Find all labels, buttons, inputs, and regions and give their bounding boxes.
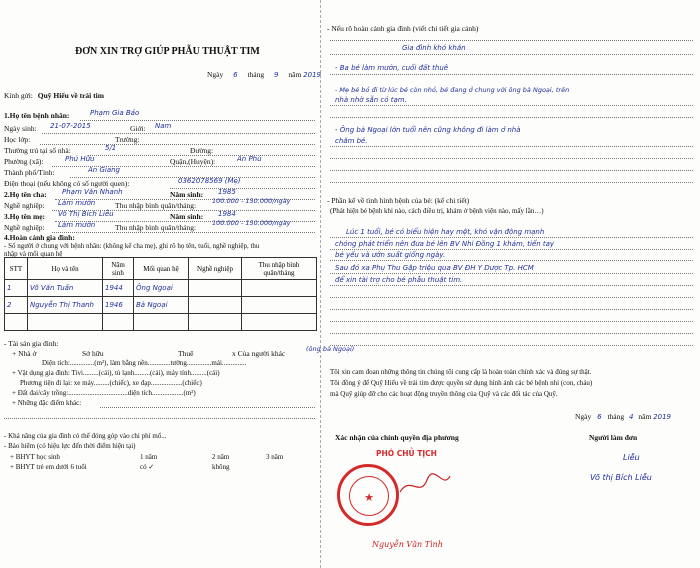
child-ins-yes: có ✓ <box>140 463 155 471</box>
cohabit-note: - Số người ở chung với bệnh nhân: (không kể cha mẹ), ghi rõ họ tên, tuổi, nghề nghiệp, thu <box>4 242 260 250</box>
ins-opt-2: 2 năm <box>212 453 230 461</box>
commitment-2: Tôi đồng ý để Quỹ Hiểu về trái tim được quyền sử dụng hình ảnh các bé bệnh nhi (con, cháu) <box>330 379 593 387</box>
land-line: + Đất đai/cây trồng:..................................diện tích..................(m²) <box>12 389 196 397</box>
form-title: ĐƠN XIN TRỢ GIÚP PHẪU THUẬT TIM <box>75 46 260 57</box>
commitment-3: mà Quỹ giúp đỡ cho các hoạt động truyền thông của Quỹ và các đối tác của Quỹ. <box>330 390 558 398</box>
col-name: Họ và tên <box>28 258 103 280</box>
mother-job-line <box>52 232 315 233</box>
row-stt: 2 <box>5 297 28 314</box>
phone-line <box>170 188 315 189</box>
student-insurance-label: + BHYT học sinh <box>10 453 60 461</box>
col-relation: Mối quan hệ <box>134 258 189 280</box>
date-year-label: năm <box>288 70 302 79</box>
row-year: 1946 <box>103 297 134 314</box>
medical-text-5: để xin tài trợ cho bé phẫu thuật tim. <box>335 276 463 284</box>
col-job: Nghề nghiệp <box>189 258 242 280</box>
owned-label: Sở hữu <box>82 349 104 358</box>
official-signature-scribble <box>395 470 455 500</box>
father-birth-label: Năm sinh: <box>170 190 204 199</box>
row-year: 1944 <box>103 280 134 297</box>
patient-section-label: 1.Họ tên bệnh nhân: <box>4 111 70 120</box>
address-line <box>88 155 315 156</box>
house-label: + Nhà ở <box>12 349 37 358</box>
ward-value: Phú Hữu <box>65 155 95 163</box>
medical-text-2: chóng phát triển nên đưa bé lên BV Nhi Đồng 1 khám, tiến tay <box>335 240 555 248</box>
grade-line <box>40 144 315 145</box>
table-row <box>5 314 317 331</box>
district-label: Quận,(Huyện): <box>170 157 216 166</box>
column-divider <box>320 0 321 568</box>
circ-text-5: - Ông bà Ngoại lớn tuổi nên cũng không đi làm ở nhà <box>335 126 521 134</box>
father-name: Phạm Văn Nhanh <box>62 188 123 196</box>
row-relation: Bà Ngoại <box>134 297 189 314</box>
dob-label: Ngày sinh: <box>4 124 37 133</box>
father-birth-year: 1985 <box>218 188 236 196</box>
phone-value: 0362078569 (Mẹ) <box>178 177 241 185</box>
medical-text-3: bé yếu và ướn suất giống ngày. <box>335 251 446 259</box>
official-name: Nguyễn Văn Tình <box>372 540 443 549</box>
father-income: 100.000 - 150.000/ngày <box>212 197 291 205</box>
grade-label: Học lớp: <box>4 135 31 144</box>
vehicle-line: Phương tiện đi lại: xe máy.........(chiếc), xe đạp..................(chiếc) <box>20 379 202 387</box>
medical-line-7 <box>330 309 693 310</box>
circ-line-6 <box>330 158 693 159</box>
medical-line-3 <box>330 260 693 261</box>
mother-birth-year: 1984 <box>218 210 236 218</box>
house-rented-option <box>178 349 193 358</box>
house-options <box>12 349 36 358</box>
stamp-inner-ring <box>349 476 389 516</box>
dob-line <box>42 133 315 134</box>
dob-value: 21-07-2015 <box>50 122 91 130</box>
blank-line-1 <box>4 418 315 419</box>
col-birth-year: Năm sinh <box>103 258 134 280</box>
medical-text-1: Lúc 1 tuổi, bé có biểu hiện hay mệt, khó vận động mạnh <box>346 228 545 236</box>
official-stamp <box>337 464 399 526</box>
col-income: Thu nhập bình quân/tháng <box>242 258 317 280</box>
sign-date-prefix: Ngày <box>575 412 592 421</box>
family-section-label: 4.Hoàn cảnh gia đình: <box>4 233 75 242</box>
others-label: x Của người khác <box>232 349 286 358</box>
official-title: PHÓ CHỦ TỊCH <box>376 449 437 458</box>
row-stt: 1 <box>5 280 28 297</box>
row-job <box>189 280 242 297</box>
mother-birth-label: Năm sinh: <box>170 212 204 221</box>
child-ins-no: không <box>212 463 230 471</box>
table-row <box>5 297 317 314</box>
row-income <box>242 280 317 297</box>
mother-income: 100.000 - 150.000/ngày <box>212 219 291 227</box>
circ-line-7 <box>330 170 693 171</box>
patient-name: Phạm Gia Bảo <box>90 109 140 117</box>
col-stt: STT <box>5 258 28 280</box>
father-job-label: Nghề nghiệp: <box>4 201 45 210</box>
house-others-option <box>232 349 285 358</box>
medical-line-9 <box>330 333 693 334</box>
recipient-line <box>4 91 104 100</box>
gender-label: Giới: <box>130 124 146 133</box>
sign-day: 6 <box>597 413 602 421</box>
star-icon: ★ <box>364 492 374 504</box>
date-month-label: tháng <box>247 70 265 79</box>
row-job <box>189 297 242 314</box>
house-no: 5/1 <box>105 144 117 152</box>
district-value: An Phú <box>237 155 262 163</box>
applicant-signature: Liễu <box>623 453 640 462</box>
medical-line-6 <box>330 297 693 298</box>
mother-income-label: Thu nhập bình quân/tháng: <box>115 223 197 232</box>
table-row <box>5 280 317 297</box>
street-label: Đường: <box>190 146 214 155</box>
ward-label: Phường (xã): <box>4 157 44 166</box>
row-relation: Ông Ngoại <box>134 280 189 297</box>
circ-line-2 <box>330 74 693 75</box>
circ-line-1 <box>330 54 693 55</box>
medical-line-1 <box>330 237 693 238</box>
circumstance-label: - Nếu rõ hoàn cảnh gia đình (viết chi tiết gia cảnh) <box>327 24 479 33</box>
medical-line-4 <box>330 273 693 274</box>
area-line: Diện tích:..............(m²), làm bằng nền.............tường..............mái.............. <box>42 359 247 367</box>
date-year: 2019 <box>303 71 321 79</box>
medical-label: - Phần kể về tình hình bệnh của bé: (kể chi tiết) <box>327 196 470 205</box>
circ-line-4 <box>330 117 693 118</box>
child-insurance-label: + BHYT trẻ em dưới 6 tuổi <box>10 463 87 471</box>
sign-year-label: năm <box>638 412 652 421</box>
medical-line-10 <box>330 345 693 346</box>
city-value: An Giang <box>88 166 120 174</box>
applicant-label: Người làm đơn <box>589 433 638 442</box>
row-income <box>242 297 317 314</box>
father-label: 2.Họ tên cha: <box>4 190 47 199</box>
relatives-header-row <box>5 258 317 280</box>
circ-text-3: - Mẹ bé bỏ đi từ lúc bé còn nhỏ, bé đang ở chung với ông bà Ngoại, trên <box>335 86 570 94</box>
recipient-label: Kính gửi: <box>4 91 33 100</box>
rented-label: Thuê <box>178 349 194 358</box>
father-job: Làm mướn <box>58 199 96 207</box>
sign-year: 2019 <box>653 413 671 421</box>
applicant-name: Võ thị Bích Liễu <box>590 473 652 482</box>
row-name: Võ Văn Tuấn <box>28 280 103 297</box>
other-features-line <box>100 407 315 408</box>
gender-value: Nam <box>155 122 172 130</box>
medical-line-8 <box>330 321 693 322</box>
circ-text-2: - Ba bé làm mướn, cuối đất thuê <box>335 64 449 72</box>
phone-label: Điện thoại (nếu không có số người quen): <box>4 179 130 188</box>
ins-opt-1: 1 năm <box>140 453 158 461</box>
date-day: 6 <box>233 71 238 79</box>
medical-line-5 <box>330 285 693 286</box>
sign-month: 4 <box>629 413 634 421</box>
local-confirm-label: Xác nhận của chính quyền địa phương <box>335 433 459 442</box>
cohabit-note-2: nhập và mối quan hệ <box>4 250 63 258</box>
relatives-table <box>4 257 317 331</box>
ins-opt-3: 3 năm <box>266 453 284 461</box>
circ-text-4: nhà nhờ sẵn có tạm. <box>335 96 407 104</box>
circ-line-5 <box>330 146 693 147</box>
patient-name-line <box>80 120 315 121</box>
recipient: Quỹ Hiểu về trái tim <box>37 91 104 100</box>
mother-job: Làm mướn <box>58 221 96 229</box>
commitment-1: Tôi xin cam đoan những thông tin chúng tôi cung cấp là hoàn toàn chính xác và đúng sự thật. <box>330 368 592 376</box>
ability-line: - Khả năng của gia đình có thể đóng góp vào chi phí mổ... <box>4 432 167 440</box>
mother-job-label: Nghề nghiệp: <box>4 223 45 232</box>
circ-text-6: chăm bé. <box>335 137 368 145</box>
medical-line-2 <box>330 249 693 250</box>
others-note: (ông bà Ngoại) <box>306 345 355 353</box>
father-income-label: Thu nhập bình quân/tháng: <box>115 201 197 210</box>
circ-line-3 <box>330 105 693 106</box>
form-date <box>207 70 321 79</box>
sign-date <box>575 412 671 421</box>
date-month: 9 <box>274 71 279 79</box>
assets-label: - Tài sản gia đình: <box>4 339 59 348</box>
insurance-label: - Bảo hiểm (có hiệu lực đến thời điểm hiện tại) <box>4 442 136 450</box>
mother-label: 3.Họ tên mẹ: <box>4 212 46 221</box>
medical-sub: (Phát hiện bé bệnh khi nào, cách điều trị, khám ở bệnh viện nào, mấy lần…) <box>330 207 544 215</box>
date-prefix: Ngày <box>207 70 224 79</box>
medical-text-4: Sau đó xa Phụ Thu Gặp triệu qua BV ĐH Y Dược Tp. HCM <box>335 264 534 272</box>
row-name: Nguyễn Thị Thanh <box>28 297 103 314</box>
household-line: + Vật dụng gia đình: Tivi.........(cái), tủ lạnh.........(cái), máy tính.........(cái) <box>12 369 220 377</box>
sign-month-label: tháng <box>607 412 625 421</box>
circ-text-1: Gia đình khó khăn <box>402 44 466 52</box>
circ-line-0 <box>330 40 693 41</box>
circ-line-8 <box>330 182 693 183</box>
address-label: Thường trú tại số nhà: <box>4 146 71 155</box>
other-features-label: + Những đặc điểm khác: <box>12 399 82 407</box>
house-owned-option <box>82 349 104 358</box>
school-label: Trường: <box>115 135 140 144</box>
city-label: Thành phố/Tỉnh: <box>4 168 55 177</box>
mother-name: Võ Thị Bích Liễu <box>58 210 114 218</box>
